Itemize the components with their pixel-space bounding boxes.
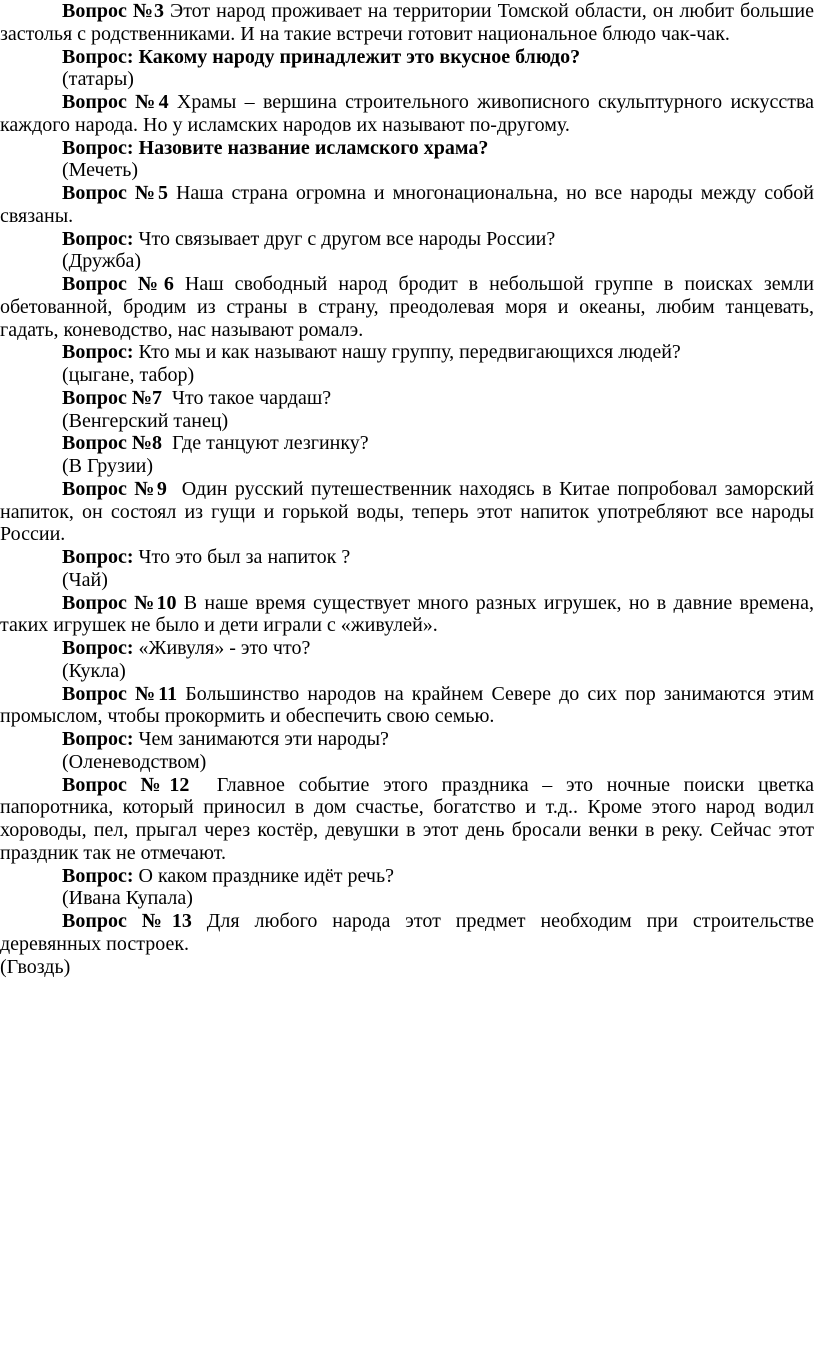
question-prompt-text: Чем занимаются эти народы? — [138, 728, 389, 750]
question-intro-text: Где танцуют лезгинку? — [171, 432, 369, 455]
question-block-6 — [0, 273, 814, 387]
question-number-label: Вопрос №3 — [62, 0, 164, 22]
question-block-12 — [0, 774, 814, 911]
question-prompt-text: Что это был за напиток ? — [138, 546, 351, 568]
question-prompt — [0, 865, 814, 888]
question-intro-text: В наше время существует много разных игрушек, но в давние времена, таких игрушек не было и дети играли с «живулей». — [0, 591, 814, 637]
question-intro — [0, 910, 814, 956]
answer-text: (цыгане, табор) — [62, 364, 195, 386]
question-prompt-label: Вопрос: — [62, 864, 134, 887]
question-intro — [0, 432, 814, 455]
question-intro-text: Наша страна огромна и многонациональна, но все народы между собой связаны. — [0, 182, 814, 227]
question-number-label: Вопрос №11 — [62, 682, 178, 705]
question-prompt-label: Вопрос: — [62, 546, 134, 568]
question-block-7 — [0, 387, 814, 433]
question-number-label: Вопрос №4 — [62, 91, 169, 113]
question-number-label: Вопрос №13 — [62, 910, 192, 932]
question-block-11 — [0, 683, 814, 774]
question-prompt — [0, 637, 814, 660]
question-number-label: Вопрос №10 — [62, 591, 177, 614]
question-number-label: Вопрос №6 — [62, 273, 174, 295]
question-intro-text: Наш свободный народ бродит в небольшой группе в поисках земли обетованной, бродим из страны в страну, преодолевая моря и океаны, любим танцевать, гадать, коневодство, нас называют ромалэ. — [0, 273, 815, 341]
question-number-label: Вопрос №9 — [62, 477, 167, 500]
question-prompt-label: Вопрос: — [62, 341, 134, 364]
question-prompt — [0, 46, 814, 69]
question-intro-text: Что такое чардаш? — [171, 386, 332, 409]
question-intro — [0, 683, 814, 729]
answer-text: (Чай) — [62, 568, 108, 591]
answer-text: (Ивана Купала) — [62, 887, 193, 910]
question-prompt — [0, 728, 814, 751]
question-number-label: Вопрос №12 — [62, 773, 190, 796]
question-intro-text: Этот народ проживает на территории Томской области, он любит большие застолья с родственниками. И на такие встречи готовит национальное блюдо чак-чак. — [0, 0, 814, 45]
answer-text: (татары) — [62, 68, 134, 91]
question-intro-text: Один русский путешественник находясь в Китае попробовал заморский напиток, он состоял из гущи и горькой воды, теперь этот напиток употребляют все народы России. — [0, 477, 815, 546]
question-prompt-label: Вопрос: — [62, 637, 134, 659]
question-intro — [0, 0, 814, 46]
question-intro — [0, 387, 814, 410]
question-intro — [0, 273, 814, 341]
question-intro — [0, 774, 814, 865]
answer-text: (Венгерский танец) — [62, 409, 229, 432]
question-block-5 — [0, 182, 814, 273]
question-prompt — [0, 228, 814, 251]
question-prompt-text: Что связывает друг с другом все народы России? — [138, 227, 556, 250]
question-prompt-text: О каком празднике идёт речь? — [138, 864, 394, 887]
question-prompt — [0, 546, 814, 569]
answer-text: (Кукла) — [62, 659, 126, 682]
answer-text: (Дружба) — [62, 250, 142, 273]
question-intro — [0, 91, 814, 137]
question-intro-text: Храмы – вершина строительного живописного скульптурного искусства каждого народа. Но у исламских народов их называют по-другому. — [0, 91, 815, 136]
answer-text: (Мечеть) — [62, 159, 139, 182]
question-intro — [0, 592, 814, 638]
question-prompt-label: Вопрос: Какому народу принадлежит это вкусное блюдо? — [62, 45, 581, 68]
question-intro-text: Большинство народов на крайнем Севере до сих пор занимаются этим промыслом, чтобы прокормить и обеспечить свою семью. — [0, 682, 815, 728]
question-block-8 — [0, 432, 814, 478]
question-intro-text: Главное событие этого праздника – это ночные поиски цветка папоротника, который приносил в дом счастье, богатство и т.д.. Кроме этого народ водил хороводы, пел, прыгал через костёр, девушки в этот день бросали венки в реку. Сейчас этот праздник так не отмечают. — [0, 773, 815, 864]
question-block-10 — [0, 592, 814, 683]
question-prompt — [0, 137, 814, 160]
answer-text: (Гвоздь) — [0, 955, 71, 978]
answer-text: (В Грузии) — [62, 455, 154, 477]
question-prompt-label: Вопрос: — [62, 227, 134, 250]
question-block-13 — [0, 910, 814, 978]
question-prompt — [0, 341, 814, 364]
question-block-9 — [0, 478, 814, 592]
question-intro — [0, 478, 814, 546]
question-number-label: Вопрос №8 — [62, 432, 162, 455]
question-block-4 — [0, 91, 814, 182]
question-number-label: Вопрос №7 — [62, 386, 162, 409]
question-block-3 — [0, 0, 814, 91]
question-prompt-text: Кто мы и как называют нашу группу, передвигающихся людей? — [138, 341, 681, 364]
question-intro — [0, 182, 814, 228]
question-intro-text: Для любого народа этот предмет необходим при строительстве деревянных построек. — [0, 910, 815, 955]
question-prompt-label: Вопрос: — [62, 728, 134, 750]
question-prompt-label: Вопрос: Назовите название исламского храма? — [62, 136, 489, 159]
question-prompt-text: «Живуля» - это что? — [138, 637, 311, 659]
answer-text: (Оленеводством) — [62, 750, 207, 773]
question-number-label: Вопрос №5 — [62, 182, 168, 204]
